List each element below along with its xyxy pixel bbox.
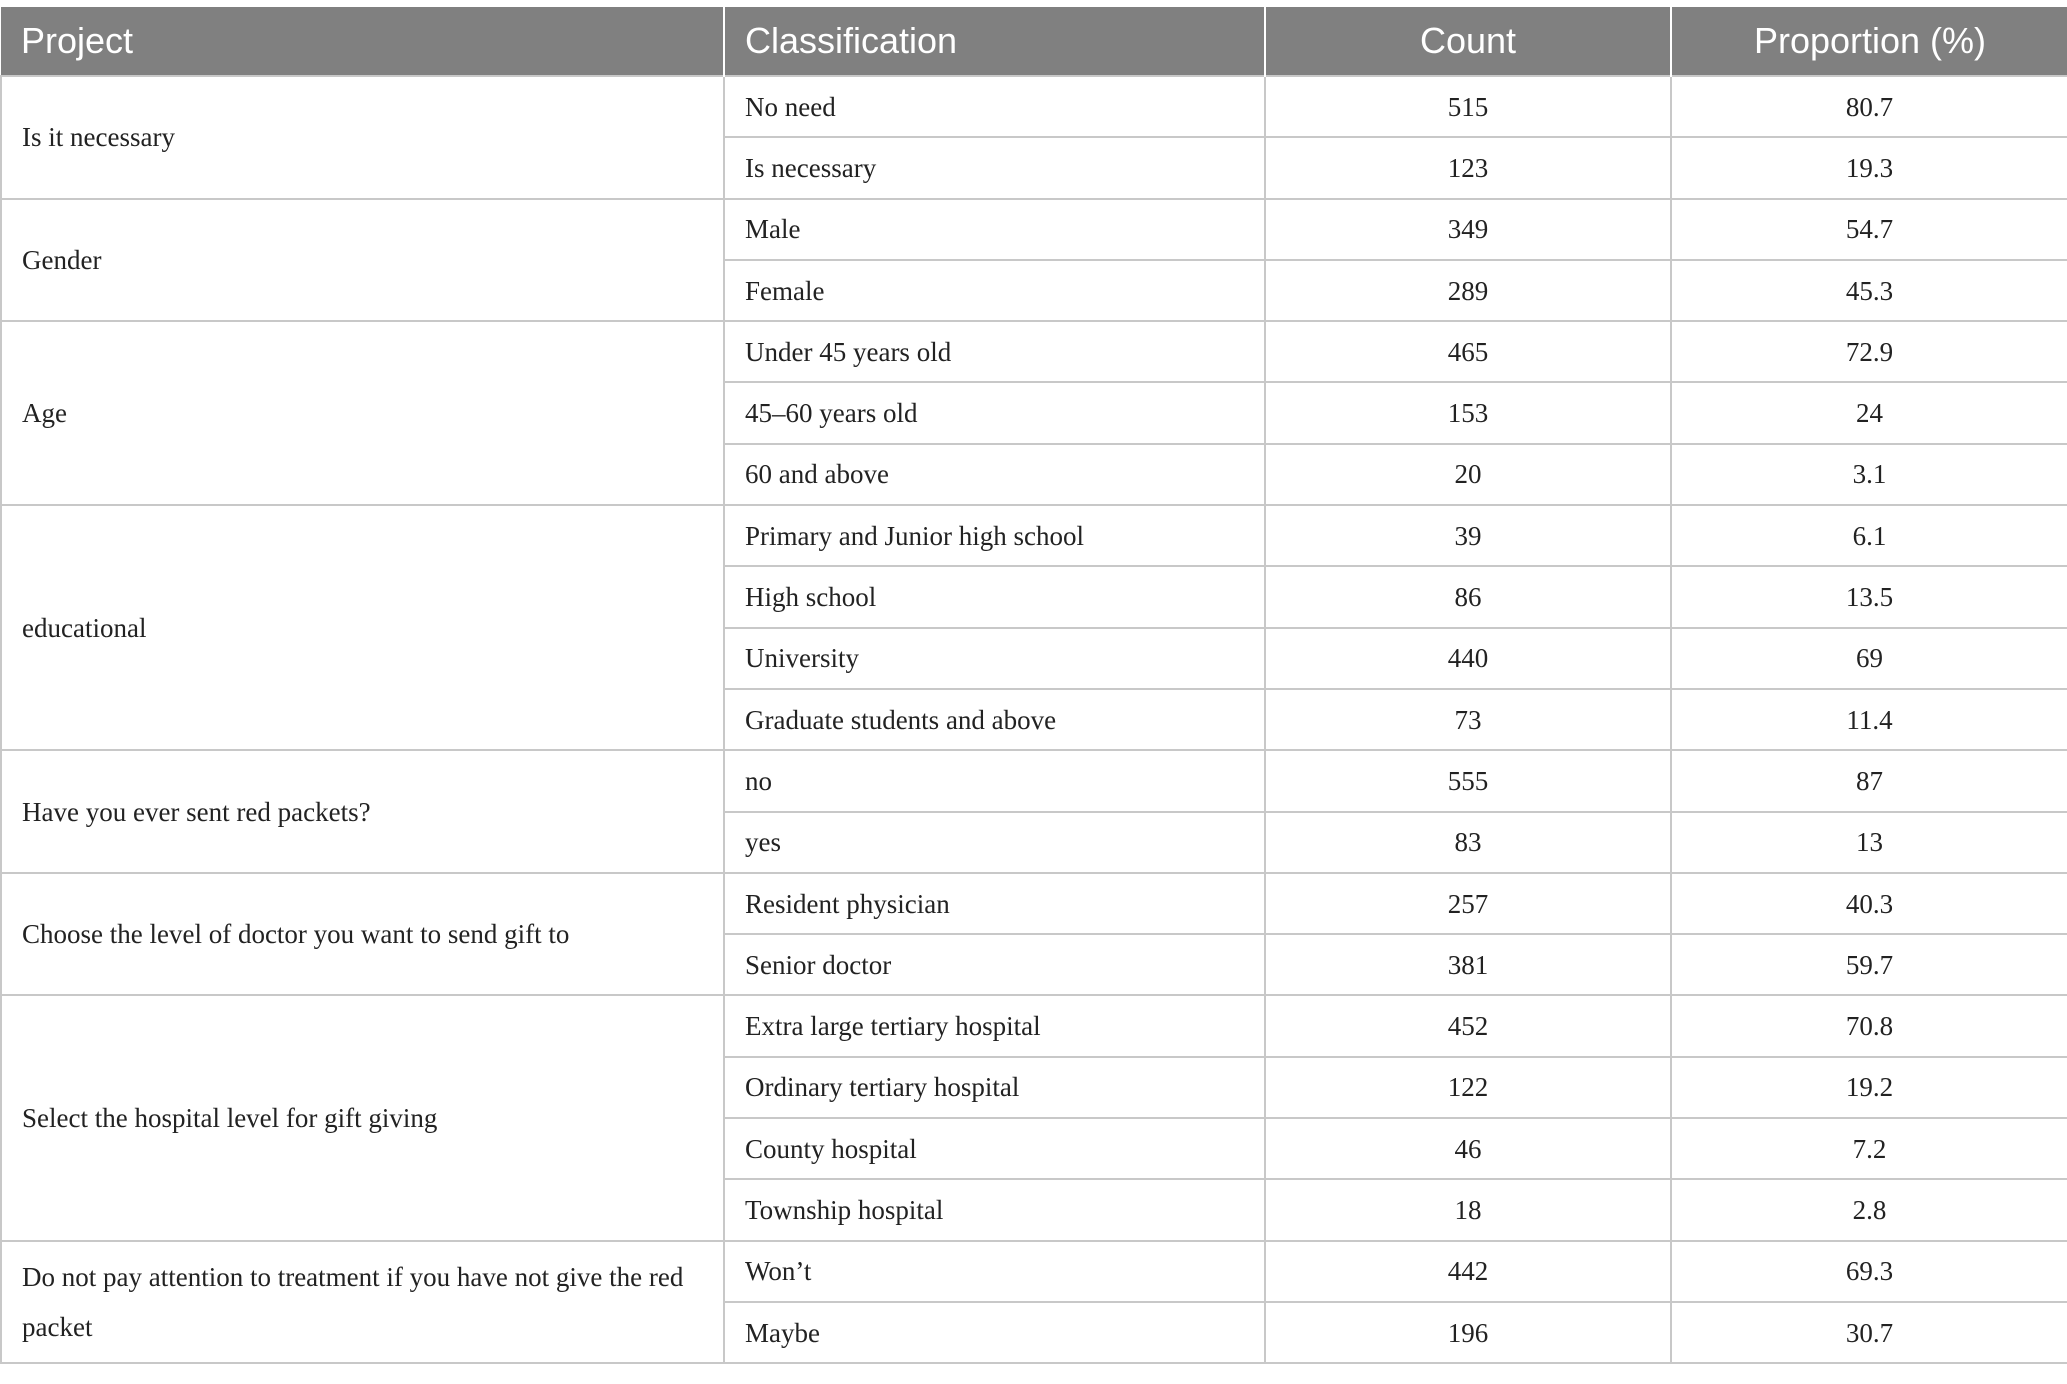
project-cell: Is it necessary <box>1 76 724 199</box>
count-cell: 349 <box>1265 199 1671 260</box>
proportion-cell: 2.8 <box>1671 1179 2067 1240</box>
project-cell: Gender <box>1 199 724 322</box>
classification-cell: Female <box>724 260 1265 321</box>
classification-cell: Male <box>724 199 1265 260</box>
proportion-cell: 59.7 <box>1671 934 2067 995</box>
table-row <box>1 1241 2067 1302</box>
count-cell: 555 <box>1265 750 1671 811</box>
classification-cell: University <box>724 628 1265 689</box>
survey-table <box>0 7 2067 1364</box>
survey-table-container <box>0 7 2067 1364</box>
proportion-cell: 6.1 <box>1671 505 2067 566</box>
proportion-cell: 70.8 <box>1671 995 2067 1056</box>
proportion-cell: 13.5 <box>1671 566 2067 627</box>
count-cell: 153 <box>1265 382 1671 443</box>
count-cell: 86 <box>1265 566 1671 627</box>
classification-cell: Under 45 years old <box>724 321 1265 382</box>
proportion-cell: 54.7 <box>1671 199 2067 260</box>
project-cell: Select the hospital level for gift giving <box>1 995 724 1240</box>
count-cell: 73 <box>1265 689 1671 750</box>
classification-cell: Maybe <box>724 1302 1265 1363</box>
proportion-cell: 69 <box>1671 628 2067 689</box>
classification-cell: Resident physician <box>724 873 1265 934</box>
classification-cell: County hospital <box>724 1118 1265 1179</box>
proportion-cell: 24 <box>1671 382 2067 443</box>
project-cell: educational <box>1 505 724 750</box>
classification-cell: Senior doctor <box>724 934 1265 995</box>
table-row <box>1 995 2067 1056</box>
count-cell: 20 <box>1265 444 1671 505</box>
count-cell: 196 <box>1265 1302 1671 1363</box>
classification-cell: yes <box>724 812 1265 873</box>
count-cell: 122 <box>1265 1057 1671 1118</box>
classification-cell: No need <box>724 76 1265 137</box>
table-row <box>1 321 2067 382</box>
proportion-cell: 45.3 <box>1671 260 2067 321</box>
count-cell: 39 <box>1265 505 1671 566</box>
count-cell: 46 <box>1265 1118 1671 1179</box>
proportion-cell: 69.3 <box>1671 1241 2067 1302</box>
count-cell: 123 <box>1265 137 1671 198</box>
count-cell: 257 <box>1265 873 1671 934</box>
proportion-cell: 72.9 <box>1671 321 2067 382</box>
classification-cell: Graduate students and above <box>724 689 1265 750</box>
count-cell: 83 <box>1265 812 1671 873</box>
header-project: Project <box>1 7 724 76</box>
proportion-cell: 13 <box>1671 812 2067 873</box>
proportion-cell: 40.3 <box>1671 873 2067 934</box>
count-cell: 465 <box>1265 321 1671 382</box>
count-cell: 515 <box>1265 76 1671 137</box>
count-cell: 289 <box>1265 260 1671 321</box>
table-row <box>1 505 2067 566</box>
table-body <box>1 76 2067 1363</box>
classification-cell: Ordinary tertiary hospital <box>724 1057 1265 1118</box>
proportion-cell: 11.4 <box>1671 689 2067 750</box>
proportion-cell: 30.7 <box>1671 1302 2067 1363</box>
table-row <box>1 873 2067 934</box>
header-count: Count <box>1265 7 1671 76</box>
proportion-cell: 19.3 <box>1671 137 2067 198</box>
header-row <box>1 7 2067 76</box>
proportion-cell: 3.1 <box>1671 444 2067 505</box>
count-cell: 381 <box>1265 934 1671 995</box>
project-cell: Choose the level of doctor you want to send gift to <box>1 873 724 996</box>
count-cell: 442 <box>1265 1241 1671 1302</box>
table-header <box>1 7 2067 76</box>
count-cell: 440 <box>1265 628 1671 689</box>
classification-cell: Township hospital <box>724 1179 1265 1240</box>
classification-cell: Won’t <box>724 1241 1265 1302</box>
project-cell: Do not pay attention to treatment if you have not give the red packet <box>1 1241 724 1364</box>
proportion-cell: 19.2 <box>1671 1057 2067 1118</box>
classification-cell: High school <box>724 566 1265 627</box>
classification-cell: Is necessary <box>724 137 1265 198</box>
table-row <box>1 750 2067 811</box>
project-cell: Age <box>1 321 724 505</box>
table-row <box>1 199 2067 260</box>
header-classification: Classification <box>724 7 1265 76</box>
classification-cell: Extra large tertiary hospital <box>724 995 1265 1056</box>
classification-cell: Primary and Junior high school <box>724 505 1265 566</box>
project-cell: Have you ever sent red packets? <box>1 750 724 873</box>
count-cell: 18 <box>1265 1179 1671 1240</box>
proportion-cell: 87 <box>1671 750 2067 811</box>
classification-cell: 45–60 years old <box>724 382 1265 443</box>
header-proportion: Proportion (%) <box>1671 7 2067 76</box>
proportion-cell: 7.2 <box>1671 1118 2067 1179</box>
classification-cell: no <box>724 750 1265 811</box>
count-cell: 452 <box>1265 995 1671 1056</box>
proportion-cell: 80.7 <box>1671 76 2067 137</box>
classification-cell: 60 and above <box>724 444 1265 505</box>
table-row <box>1 76 2067 137</box>
